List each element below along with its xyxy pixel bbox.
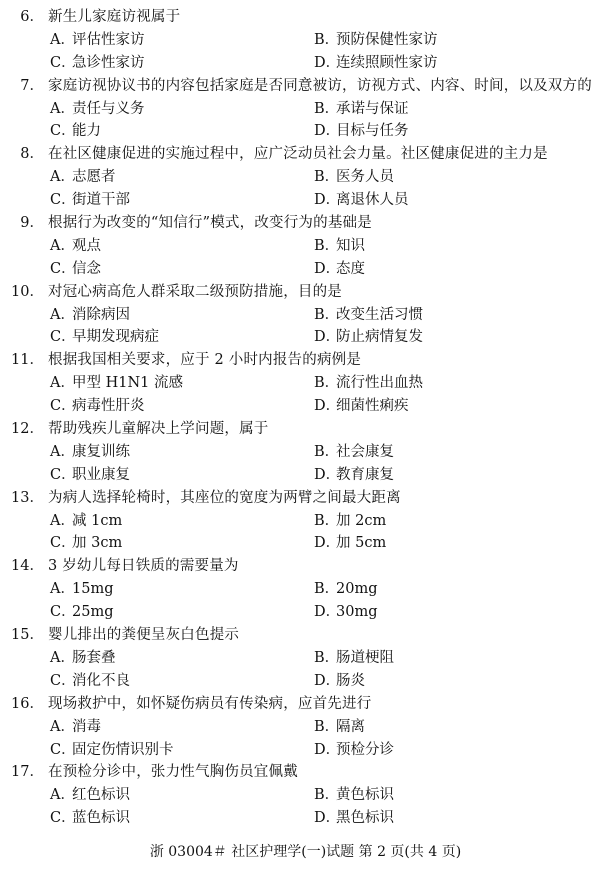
question-text: 家庭访视协议书的内容包括家庭是否同意被访，访视方式、内容、时间，以及双方的: [48, 77, 592, 94]
answer-option: [314, 98, 409, 121]
option-text: 加 3cm: [72, 535, 123, 552]
option-letter: D．: [314, 329, 341, 346]
option-text: 消毒: [72, 718, 101, 735]
option-letter: D．: [314, 741, 341, 758]
question-text: 根据我国相关要求，应于 2 小时内报告的病例是: [48, 352, 362, 369]
option-letter: B．: [314, 512, 340, 529]
option-row: [0, 441, 611, 464]
option-letter: B．: [314, 443, 340, 460]
option-letter: A．: [50, 787, 75, 804]
option-letter: A．: [50, 237, 75, 254]
answer-option: [314, 532, 386, 555]
option-text: 加 2cm: [336, 512, 387, 529]
page-footer: 浙 03004＃ 社区护理学(一)试题 第 2 页(共 4 页): [149, 844, 462, 860]
answer-option: [50, 670, 130, 693]
question-text: 新生儿家庭访视属于: [48, 9, 181, 25]
option-text: 预防保健性家访: [336, 31, 438, 48]
option-row: [0, 304, 611, 327]
option-row: [0, 29, 611, 52]
answer-option: [50, 98, 145, 121]
question-text: 在社区健康促进的实施过程中，应广泛动员社会力量。社区健康促进的主力是: [48, 146, 548, 163]
question-stem: [0, 624, 611, 647]
option-letter: C．: [50, 329, 76, 346]
question-text: 3 岁幼儿每日铁质的需要量为: [48, 558, 239, 575]
option-text: 改变生活习惯: [336, 306, 423, 323]
option-text: 早期发现病症: [72, 329, 159, 346]
option-text: 防止病情复发: [336, 329, 423, 346]
option-letter: D．: [314, 398, 341, 415]
option-letter: B．: [314, 375, 340, 392]
question-text: 为病人选择轮椅时，其座位的宽度为两臂之间最大距离: [48, 489, 401, 506]
option-text: 肠炎: [336, 672, 365, 689]
option-row: [0, 510, 611, 533]
option-row: [0, 98, 611, 121]
option-row: [0, 189, 611, 212]
option-text: 观点: [72, 237, 101, 254]
option-row: [0, 601, 611, 624]
answer-option: [314, 304, 423, 327]
option-text: 承诺与保证: [336, 100, 409, 117]
option-letter: D．: [314, 535, 341, 552]
option-row: [0, 670, 611, 693]
answer-option: [50, 326, 159, 349]
question-stem: [0, 75, 611, 98]
answer-option: [50, 601, 113, 624]
option-letter: A．: [50, 375, 75, 392]
question-number: 14．: [11, 558, 44, 575]
answer-option: [314, 670, 365, 693]
question-stem: [0, 349, 611, 372]
option-letter: C．: [50, 54, 76, 71]
option-text: 信念: [72, 260, 101, 277]
option-letter: B．: [314, 169, 340, 186]
question-item: [0, 75, 611, 144]
option-text: 离退休人员: [336, 192, 409, 209]
option-text: 红色标识: [72, 787, 130, 804]
option-letter: C．: [50, 741, 76, 758]
answer-option: [314, 807, 394, 830]
answer-option: [50, 52, 145, 75]
option-row: [0, 807, 611, 830]
answer-option: [314, 326, 423, 349]
option-row: [0, 464, 611, 487]
option-text: 甲型 H1N1 流感: [72, 375, 184, 392]
option-letter: A．: [50, 512, 75, 529]
answer-option: [50, 304, 130, 327]
answer-option: [50, 120, 101, 143]
answer-option: [314, 716, 365, 739]
option-text: 能力: [72, 123, 101, 140]
question-stem: [0, 418, 611, 441]
option-text: 评估性家访: [72, 31, 145, 48]
option-letter: D．: [314, 54, 341, 71]
option-letter: B．: [314, 649, 340, 666]
answer-option: [314, 166, 394, 189]
question-stem: [0, 693, 611, 716]
answer-option: [50, 510, 122, 533]
answer-option: [50, 166, 116, 189]
question-number: 11．: [11, 352, 44, 369]
option-row: [0, 166, 611, 189]
answer-option: [314, 739, 394, 762]
option-text: 街道干部: [72, 192, 130, 209]
option-letter: B．: [314, 237, 340, 254]
question-stem: [0, 487, 611, 510]
option-row: [0, 258, 611, 281]
question-stem: [0, 281, 611, 304]
option-text: 责任与义务: [72, 100, 145, 117]
question-number: 17．: [11, 764, 44, 781]
answer-option: [314, 510, 386, 533]
question-text: 对冠心病高危人群采取二级预防措施，目的是: [48, 283, 342, 300]
option-letter: C．: [50, 466, 76, 483]
option-row: [0, 532, 611, 555]
option-text: 医务人员: [336, 169, 394, 186]
question-item: [0, 418, 611, 487]
option-letter: B．: [314, 31, 340, 48]
answer-option: [314, 464, 394, 487]
question-stem: [0, 6, 611, 29]
answer-option: [314, 29, 438, 52]
option-text: 30mg: [336, 604, 378, 621]
option-letter: D．: [314, 466, 341, 483]
option-row: [0, 395, 611, 418]
answer-option: [314, 441, 394, 464]
answer-option: [314, 372, 423, 395]
question-item: [0, 761, 611, 830]
option-text: 态度: [336, 260, 365, 277]
question-stem: [0, 555, 611, 578]
answer-option: [50, 716, 101, 739]
answer-option: [314, 601, 377, 624]
option-row: [0, 372, 611, 395]
option-letter: A．: [50, 100, 75, 117]
option-letter: D．: [314, 192, 341, 209]
option-text: 固定伤情识别卡: [72, 741, 174, 758]
answer-option: [314, 258, 365, 281]
option-text: 黄色标识: [336, 787, 394, 804]
option-row: [0, 326, 611, 349]
question-number: 15．: [11, 627, 44, 644]
option-text: 连续照顾性家访: [336, 54, 438, 71]
option-text: 细菌性痢疾: [336, 398, 409, 415]
option-text: 消除病因: [72, 306, 130, 323]
option-letter: C．: [50, 810, 76, 827]
option-text: 加 5cm: [336, 535, 387, 552]
question-number: 7．: [20, 77, 44, 94]
answer-option: [314, 235, 365, 258]
option-row: [0, 235, 611, 258]
question-stem: [0, 143, 611, 166]
option-text: 知识: [336, 237, 365, 254]
option-row: [0, 52, 611, 75]
option-letter: C．: [50, 535, 76, 552]
option-letter: B．: [314, 306, 340, 323]
question-item: [0, 281, 611, 350]
question-stem: [0, 761, 611, 784]
question-item: [0, 693, 611, 762]
option-letter: A．: [50, 443, 75, 460]
option-text: 15mg: [72, 581, 114, 598]
answer-option: [50, 647, 116, 670]
option-letter: D．: [314, 123, 341, 140]
option-letter: A．: [50, 649, 75, 666]
option-text: 20mg: [336, 581, 378, 598]
option-text: 急诊性家访: [72, 54, 145, 71]
question-number: 8．: [20, 146, 44, 163]
question-number: 13．: [11, 489, 44, 506]
option-letter: A．: [50, 581, 75, 598]
option-letter: A．: [50, 718, 75, 735]
option-row: [0, 716, 611, 739]
answer-option: [50, 235, 101, 258]
question-number: 10．: [11, 283, 44, 300]
answer-option: [50, 441, 130, 464]
option-text: 流行性出血热: [336, 375, 423, 392]
answer-option: [50, 784, 130, 807]
option-text: 职业康复: [72, 466, 130, 483]
answer-option: [314, 52, 438, 75]
option-text: 病毒性肝炎: [72, 398, 145, 415]
option-row: [0, 784, 611, 807]
answer-option: [50, 578, 113, 601]
option-text: 消化不良: [72, 672, 130, 689]
option-text: 隔离: [336, 718, 365, 735]
answer-option: [314, 647, 394, 670]
answer-option: [50, 464, 130, 487]
option-text: 肠道梗阻: [336, 649, 394, 666]
option-letter: D．: [314, 672, 341, 689]
option-text: 黑色标识: [336, 810, 394, 827]
answer-option: [314, 578, 377, 601]
question-text: 在预检分诊中，张力性气胸伤员宜佩戴: [48, 764, 298, 781]
question-item: [0, 624, 611, 693]
question-item: [0, 143, 611, 212]
answer-option: [50, 29, 145, 52]
option-letter: A．: [50, 306, 75, 323]
option-letter: C．: [50, 672, 76, 689]
option-letter: B．: [314, 581, 340, 598]
answer-option: [314, 189, 409, 212]
option-letter: C．: [50, 123, 76, 140]
question-item: [0, 349, 611, 418]
option-text: 志愿者: [72, 169, 116, 186]
option-letter: D．: [314, 260, 341, 277]
option-letter: C．: [50, 260, 76, 277]
option-row: [0, 120, 611, 143]
question-text: 现场救护中，如怀疑伤病员有传染病，应首先进行: [48, 695, 372, 712]
answer-option: [50, 532, 122, 555]
answer-option: [50, 739, 174, 762]
question-text: 帮助残疾儿童解决上学问题，属于: [48, 421, 269, 438]
option-letter: B．: [314, 100, 340, 117]
option-text: 肠套叠: [72, 649, 116, 666]
option-text: 社会康复: [336, 443, 394, 460]
option-text: 减 1cm: [72, 512, 123, 529]
option-text: 教育康复: [336, 466, 394, 483]
option-letter: C．: [50, 604, 76, 621]
answer-option: [50, 807, 130, 830]
question-text: 婴儿排出的粪便呈灰白色提示: [48, 627, 240, 644]
option-letter: B．: [314, 787, 340, 804]
option-text: 预检分诊: [336, 741, 394, 758]
question-item: [0, 555, 611, 624]
option-letter: B．: [314, 718, 340, 735]
option-letter: A．: [50, 169, 75, 186]
option-letter: A．: [50, 31, 75, 48]
answer-option: [50, 372, 183, 395]
answer-option: [314, 784, 394, 807]
question-item: [0, 487, 611, 556]
option-letter: C．: [50, 398, 76, 415]
option-text: 康复训练: [72, 443, 130, 460]
question-stem: [0, 212, 611, 235]
option-letter: D．: [314, 604, 341, 621]
question-number: 6．: [20, 9, 44, 25]
option-text: 25mg: [72, 604, 114, 621]
question-text: 根据行为改变的“知信行”模式，改变行为的基础是: [48, 215, 372, 232]
question-number: 16．: [11, 695, 44, 712]
answer-option: [50, 258, 101, 281]
question-number: 12．: [11, 421, 44, 438]
question-item: [0, 212, 611, 281]
option-row: [0, 578, 611, 601]
answer-option: [314, 395, 409, 418]
answer-option: [50, 189, 130, 212]
question-item: [0, 6, 611, 75]
answer-option: [314, 120, 409, 143]
option-row: [0, 739, 611, 762]
answer-option: [50, 395, 145, 418]
question-number: 9．: [20, 215, 44, 232]
option-letter: C．: [50, 192, 76, 209]
question-list: [0, 6, 611, 830]
option-text: 目标与任务: [336, 123, 409, 140]
option-row: [0, 647, 611, 670]
option-letter: D．: [314, 810, 341, 827]
option-text: 蓝色标识: [72, 810, 130, 827]
